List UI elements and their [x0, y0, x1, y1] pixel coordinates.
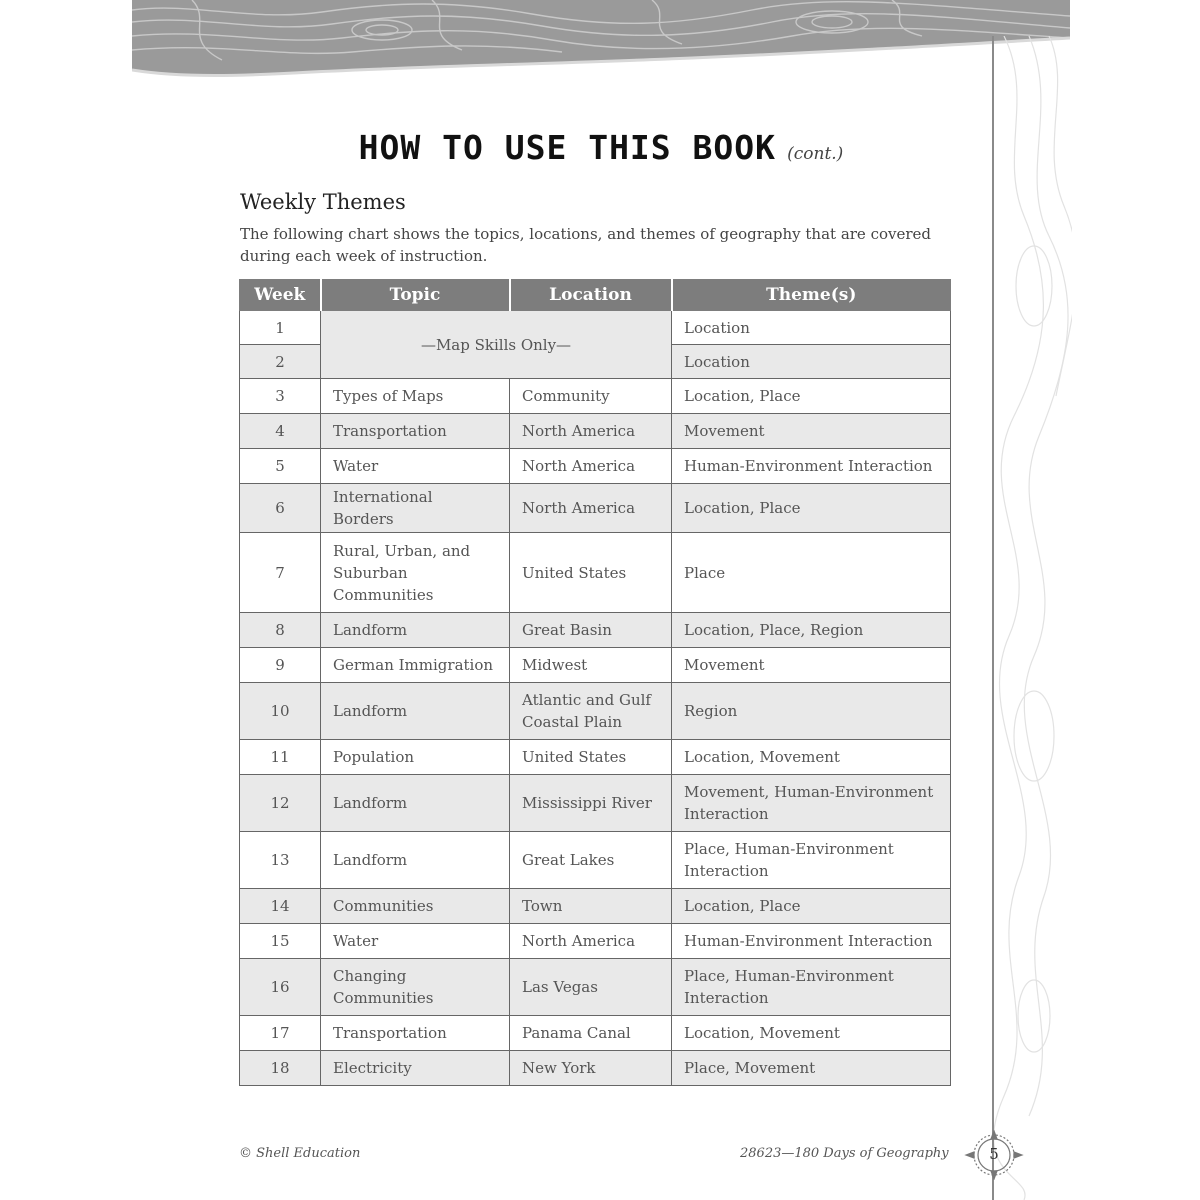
table-header-row — [240, 280, 951, 311]
cell-topic: Landform — [321, 683, 510, 740]
cell-location: United States — [510, 533, 672, 613]
cell-topic: Electricity — [321, 1051, 510, 1086]
cell-topic: Water — [321, 924, 510, 959]
cell-location: United States — [510, 740, 672, 775]
cell-topic: International Borders — [321, 484, 510, 533]
cell-location: Atlantic and Gulf Coastal Plain — [510, 683, 672, 740]
cell-topic: Changing Communities — [321, 959, 510, 1016]
cell-week: 15 — [240, 924, 321, 959]
cell-topic: German Immigration — [321, 648, 510, 683]
cell-themes: Region — [672, 683, 951, 740]
table-row — [240, 959, 951, 1016]
cell-week: 6 — [240, 484, 321, 533]
cell-themes: Location, Movement — [672, 740, 951, 775]
table-row — [240, 484, 951, 533]
table-row — [240, 924, 951, 959]
cell-topic: Landform — [321, 613, 510, 648]
cell-themes: Place, Human-Environment Interaction — [672, 959, 951, 1016]
cell-topic: Landform — [321, 775, 510, 832]
cell-themes: Place, Movement — [672, 1051, 951, 1086]
cell-week: 17 — [240, 1016, 321, 1051]
cell-week: 11 — [240, 740, 321, 775]
column-header-week: Week — [240, 280, 321, 311]
topographic-side-strip — [992, 36, 1072, 1200]
cell-location: Community — [510, 379, 672, 414]
cell-topic: Population — [321, 740, 510, 775]
table-row — [240, 533, 951, 613]
table-row — [240, 775, 951, 832]
cell-themes: Location, Place, Region — [672, 613, 951, 648]
table-row — [240, 832, 951, 889]
cell-week: 4 — [240, 414, 321, 449]
column-header-topic: Topic — [321, 280, 510, 311]
cell-themes: Place, Human-Environment Interaction — [672, 832, 951, 889]
cell-location: North America — [510, 449, 672, 484]
cell-week: 12 — [240, 775, 321, 832]
cell-week: 7 — [240, 533, 321, 613]
cell-themes: Location — [672, 311, 951, 345]
page-number: 5 — [989, 1145, 999, 1163]
cell-week: 10 — [240, 683, 321, 740]
cell-location: North America — [510, 414, 672, 449]
cell-themes: Location — [672, 345, 951, 379]
column-header-themes: Theme(s) — [672, 280, 951, 311]
table-row — [240, 648, 951, 683]
cell-themes: Location, Place — [672, 484, 951, 533]
cell-themes: Movement, Human-Environment Interaction — [672, 775, 951, 832]
table-row — [240, 414, 951, 449]
cell-location: Town — [510, 889, 672, 924]
page-title-block — [132, 128, 1070, 167]
column-header-location: Location — [510, 280, 672, 311]
table-row — [240, 889, 951, 924]
cell-themes: Location, Place — [672, 379, 951, 414]
section-heading: Weekly Themes — [240, 190, 406, 214]
table-row — [240, 683, 951, 740]
cell-topic: Water — [321, 449, 510, 484]
cell-topic: Rural, Urban, and Suburban Communities — [321, 533, 510, 613]
table-row — [240, 311, 951, 345]
cell-themes: Human-Environment Interaction — [672, 449, 951, 484]
cell-topic: Types of Maps — [321, 379, 510, 414]
cell-topic: Landform — [321, 832, 510, 889]
cell-week: 9 — [240, 648, 321, 683]
cell-location: North America — [510, 924, 672, 959]
cell-themes: Movement — [672, 414, 951, 449]
cell-week: 5 — [240, 449, 321, 484]
cell-location: Midwest — [510, 648, 672, 683]
table-row — [240, 449, 951, 484]
cell-location: Great Basin — [510, 613, 672, 648]
intro-paragraph: The following chart shows the topics, locations, and themes of geography that are covered during each week of instruction. — [240, 225, 932, 265]
cell-location: Panama Canal — [510, 1016, 672, 1051]
page-title: HOW TO USE THIS BOOK — [358, 128, 777, 167]
cell-map-skills-only: —Map Skills Only— — [321, 311, 672, 379]
table-row — [240, 379, 951, 414]
cell-topic: Transportation — [321, 1016, 510, 1051]
cell-themes: Movement — [672, 648, 951, 683]
cell-topic: Communities — [321, 889, 510, 924]
topographic-banner — [132, 0, 1070, 92]
weekly-themes-table — [239, 279, 951, 1086]
cell-themes: Location, Place — [672, 889, 951, 924]
footer-publisher: © Shell Education — [239, 1146, 361, 1161]
cell-location: Great Lakes — [510, 832, 672, 889]
footer-book-title: 28623—180 Days of Geography — [740, 1146, 949, 1161]
cell-week: 18 — [240, 1051, 321, 1086]
cell-location: Mississippi River — [510, 775, 672, 832]
cell-location: Las Vegas — [510, 959, 672, 1016]
cell-themes: Place — [672, 533, 951, 613]
cell-week: 3 — [240, 379, 321, 414]
cell-themes: Location, Movement — [672, 1016, 951, 1051]
cell-week: 14 — [240, 889, 321, 924]
cell-week: 16 — [240, 959, 321, 1016]
table-row — [240, 740, 951, 775]
cell-week: 2 — [240, 345, 321, 379]
table-row — [240, 1016, 951, 1051]
page-number-badge — [964, 1130, 1024, 1180]
table-row — [240, 613, 951, 648]
page-title-suffix: (cont.) — [787, 144, 844, 164]
cell-location: North America — [510, 484, 672, 533]
cell-topic: Transportation — [321, 414, 510, 449]
cell-week: 8 — [240, 613, 321, 648]
cell-week: 13 — [240, 832, 321, 889]
cell-week: 1 — [240, 311, 321, 345]
cell-themes: Human-Environment Interaction — [672, 924, 951, 959]
table-row — [240, 1051, 951, 1086]
cell-location: New York — [510, 1051, 672, 1086]
